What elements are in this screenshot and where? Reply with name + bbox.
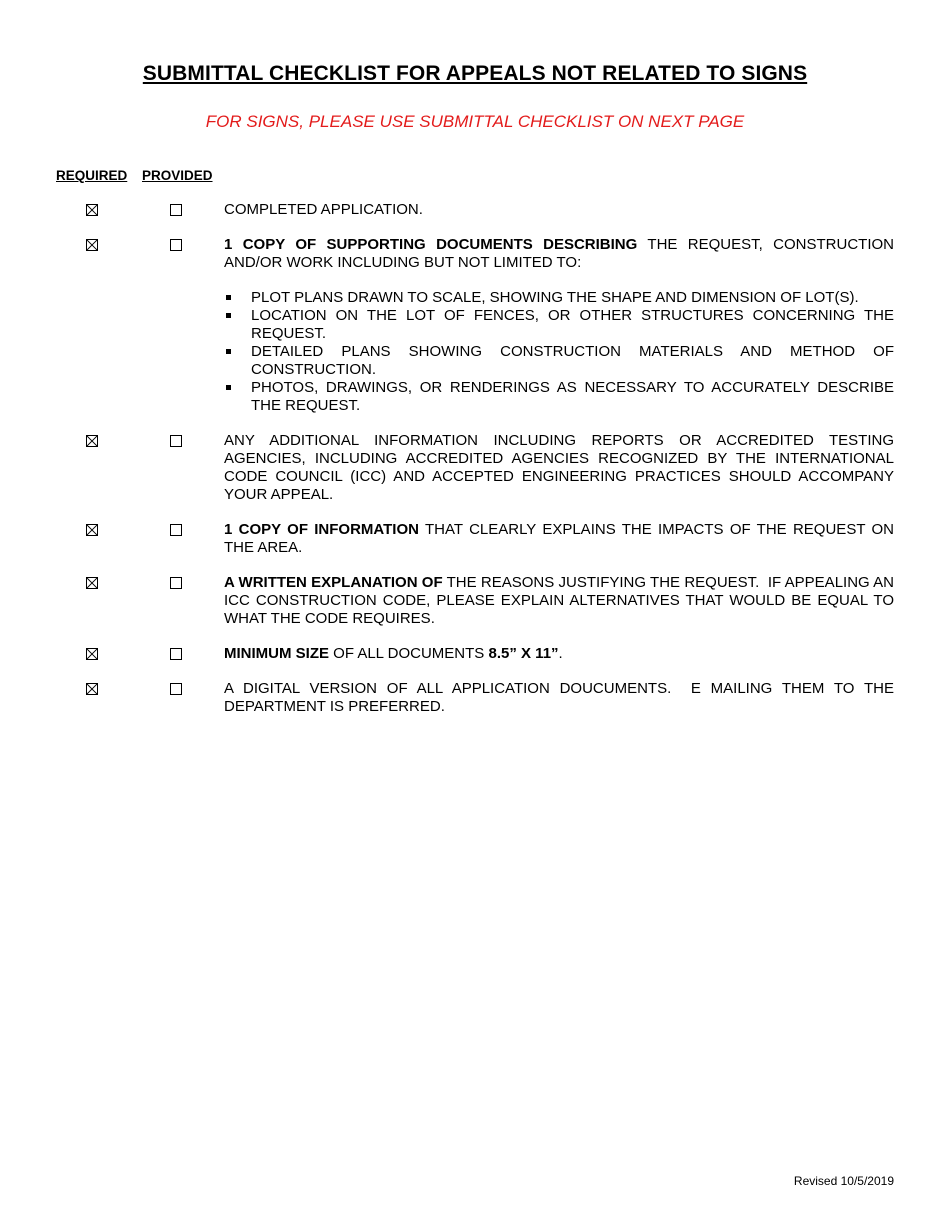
item-text (224, 236, 894, 415)
required-checkbox[interactable] (86, 239, 98, 251)
item-text (224, 680, 899, 716)
item-text (224, 645, 894, 663)
checklist-item-minimum-size (0, 645, 950, 663)
item-body: THE REQUEST, CONSTRUCTION AND/OR WORK INCLUDING BUT NOT LIMITED TO: (224, 236, 895, 271)
item-bold-lead: 1 COPY OF SUPPORTING DOCUMENTS DESCRIBING (224, 236, 638, 253)
list-item: DETAILED PLANS SHOWING CONSTRUCTION MATERIALS AND METHOD OF CONSTRUCTION. (224, 343, 894, 379)
item-text (224, 574, 899, 628)
provided-checkbox[interactable] (170, 204, 182, 216)
required-checkbox[interactable] (86, 648, 98, 660)
item-body: THAT CLEARLY EXPLAINS THE IMPACTS OF THE REQUEST ON THE AREA. (224, 521, 894, 556)
checklist-items (0, 201, 950, 733)
item-bold-lead: 1 COPY OF INFORMATION (224, 521, 419, 538)
provided-checkbox[interactable] (170, 577, 182, 589)
required-checkbox[interactable] (86, 524, 98, 536)
item-body: ANY ADDITIONAL INFORMATION INCLUDING REPORTS OR ACCREDITED TESTING AGENCIES, INCLUDING ACCREDITED AGENCIES RECOGNIZED BY THE INTERNATIONAL CODE COUNCIL (ICC) AND ACCEPTED ENGINEERING PRACTICES SHOULD ACCOMPANY YOUR APPEAL. (224, 432, 894, 503)
item-bold-size: 8.5” X 11” (488, 645, 559, 662)
provided-checkbox[interactable] (170, 239, 182, 251)
provided-checkbox[interactable] (170, 648, 182, 660)
checklist-item-additional-information (0, 432, 950, 504)
signs-notice: FOR SIGNS, PLEASE USE SUBMITTAL CHECKLIST ON NEXT PAGE (205, 112, 745, 131)
item-text (224, 432, 894, 504)
provided-checkbox[interactable] (170, 435, 182, 447)
item-body: COMPLETED APPLICATION. (224, 201, 423, 218)
checklist-item-written-explanation (0, 574, 950, 628)
item-bold-lead: MINIMUM SIZE (224, 645, 329, 662)
item-bold-lead: A WRITTEN EXPLANATION OF (224, 574, 443, 591)
checklist-item-digital-version (0, 680, 950, 716)
page-title: SUBMITTAL CHECKLIST FOR APPEALS NOT RELATED TO SIGNS (142, 62, 808, 85)
revision-date: Revised 10/5/2019 (793, 1174, 894, 1188)
item-text (224, 521, 894, 557)
provided-column-header: PROVIDED (142, 168, 213, 183)
checklist-item-impacts-information (0, 521, 950, 557)
checklist-item-application (0, 201, 950, 219)
required-checkbox[interactable] (86, 577, 98, 589)
provided-checkbox[interactable] (170, 524, 182, 536)
list-item: PHOTOS, DRAWINGS, OR RENDERINGS AS NECESSARY TO ACCURATELY DESCRIBE THE REQUEST. (224, 379, 894, 415)
checklist-item-supporting-documents (0, 236, 950, 415)
required-column-header: REQUIRED (56, 168, 128, 183)
required-checkbox[interactable] (86, 435, 98, 447)
supporting-documents-list (224, 289, 894, 415)
required-checkbox[interactable] (86, 204, 98, 216)
item-body: A DIGITAL VERSION OF ALL APPLICATION DOUCUMENTS. E MAILING THEM TO THE DEPARTMENT IS PREFERRED. (224, 680, 899, 715)
item-body-end: . (558, 645, 563, 662)
item-text (224, 201, 894, 219)
item-body: OF ALL DOCUMENTS (329, 645, 489, 662)
list-item: LOCATION ON THE LOT OF FENCES, OR OTHER STRUCTURES CONCERNING THE REQUEST. (224, 307, 894, 343)
provided-checkbox[interactable] (170, 683, 182, 695)
required-checkbox[interactable] (86, 683, 98, 695)
list-item: PLOT PLANS DRAWN TO SCALE, SHOWING THE SHAPE AND DIMENSION OF LOT(S). (224, 289, 894, 307)
item-body: THE REASONS JUSTIFYING THE REQUEST. IF APPEALING AN ICC CONSTRUCTION CODE, PLEASE EXPLAIN ALTERNATIVES THAT WOULD BE EQUAL TO WHAT THE CODE REQUIRES. (224, 574, 899, 627)
